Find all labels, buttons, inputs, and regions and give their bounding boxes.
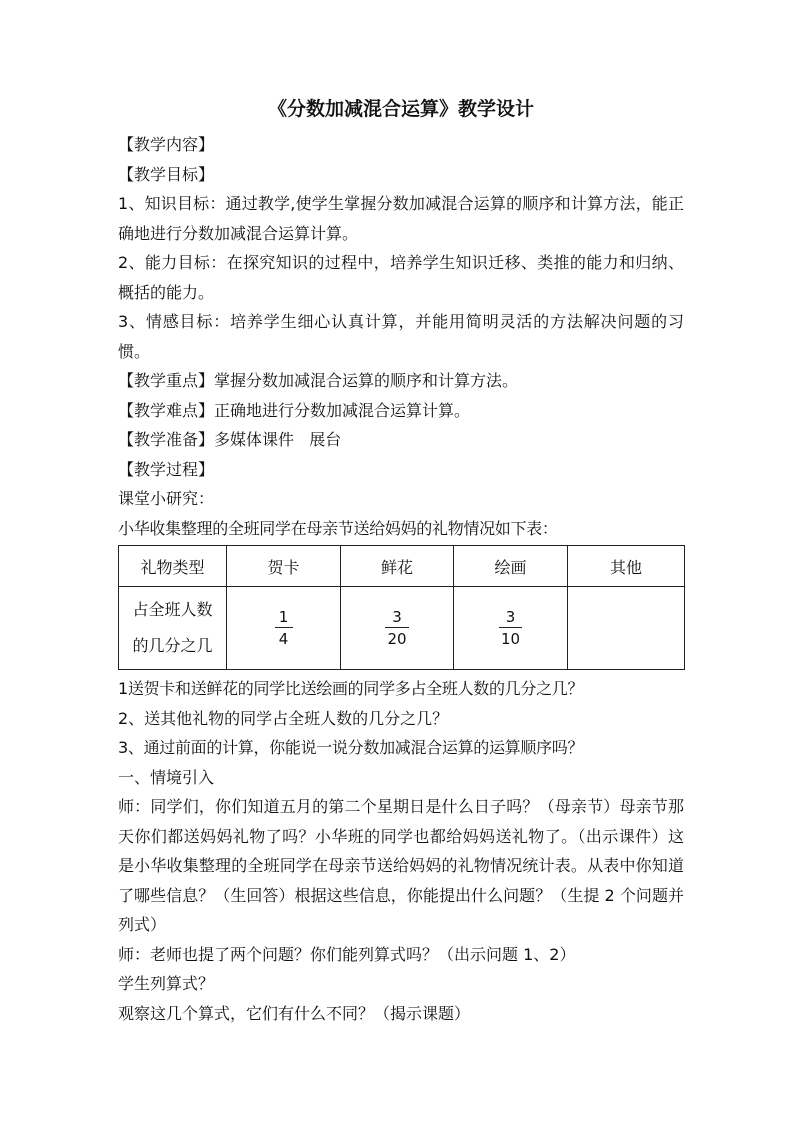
row-label-line: 的几分之几	[132, 636, 213, 655]
gift-table	[118, 545, 685, 670]
table-header-cell: 绘画	[454, 546, 568, 587]
table-header-row	[119, 546, 685, 587]
table-caption: 小华收集整理的全班同学在母亲节送给妈妈的礼物情况如下表：	[118, 518, 558, 538]
table-header-cell: 礼物类型	[119, 546, 227, 587]
document-page	[118, 96, 684, 1028]
fraction-cell-card	[227, 587, 341, 670]
study-intro: 课堂小研究：	[118, 489, 215, 508]
fraction-denominator: 10	[500, 629, 521, 648]
other-cell	[568, 587, 685, 670]
fraction-numerator: 1	[278, 607, 289, 626]
section-title: 一、情境引入	[118, 767, 215, 787]
process-header: 【教学过程】	[118, 459, 215, 479]
fraction-numerator: 3	[505, 607, 516, 626]
goal-emotion: 3、情感目标：培养学生细心认真计算，并能用简明灵活的方法解决问题的习惯。	[118, 312, 684, 361]
section-paragraph: 师：老师也提了两个问题？你们能列算式吗？（出示问题 1、2）	[118, 944, 576, 964]
table-row	[119, 587, 685, 670]
question-3: 3、通过前面的计算，你能说一说分数加减混合运算的运算顺序吗？	[118, 738, 584, 757]
teaching-goals-header: 【教学目标】	[118, 164, 215, 184]
fraction	[499, 607, 522, 650]
fraction-cell-flowers	[341, 587, 454, 670]
teaching-content-header: 【教学内容】	[118, 135, 215, 154]
section-paragraph: 学生列算式？	[118, 974, 215, 993]
document-title: 《分数加减混合运算》教学设计	[267, 98, 534, 120]
question-2: 2、送其他礼物的同学占全班人数的几分之几？	[118, 708, 449, 728]
goal-knowledge: 1、知识目标：通过教学,使学生掌握分数加减混合运算的顺序和计算方法，能正确地进行分数加减混合运算计算。	[118, 194, 684, 243]
goal-ability: 2、能力目标：在探究知识的过程中，培养学生知识迁移、类推的能力和归纳、概括的能力。	[118, 253, 684, 302]
fraction-numerator: 3	[392, 607, 402, 626]
row-label-line: 占全班人数	[132, 600, 213, 619]
key-point: 【教学重点】掌握分数加减混合运算的顺序和计算方法。	[118, 371, 519, 390]
fraction-denominator: 20	[387, 629, 407, 648]
table-header-cell: 鲜花	[341, 546, 454, 587]
fraction-cell-painting	[454, 587, 568, 670]
fraction-denominator: 4	[278, 629, 289, 648]
section-paragraph: 师：同学们，你们知道五月的第二个星期日是什么日子吗？（母亲节）母亲节那天你们都送妈妈礼物了吗？小华班的同学也都给妈妈送礼物了。（出示课件）这是小华收集整理的全班同学在母亲节送给妈妈的礼物情况统计表。从表中你知道了哪些信息？（生回答）根据这些信息，你能提出什么问题？（生提 2 个问题并列式）	[118, 797, 684, 934]
row-label-cell	[119, 587, 227, 670]
question-1: 1送贺卡和送鲜花的同学比送绘画的同学多占全班人数的几分之几？	[118, 679, 584, 698]
difficulty: 【教学难点】正确地进行分数加减混合运算计算。	[118, 400, 471, 420]
preparation: 【教学准备】多媒体课件 展台	[118, 430, 342, 449]
fraction	[275, 607, 293, 650]
section-paragraph: 观察这几个算式，它们有什么不同？（揭示课题）	[118, 1003, 471, 1023]
fraction	[385, 607, 408, 650]
table-header-cell: 贺卡	[227, 546, 341, 587]
table-header-cell: 其他	[568, 546, 685, 587]
